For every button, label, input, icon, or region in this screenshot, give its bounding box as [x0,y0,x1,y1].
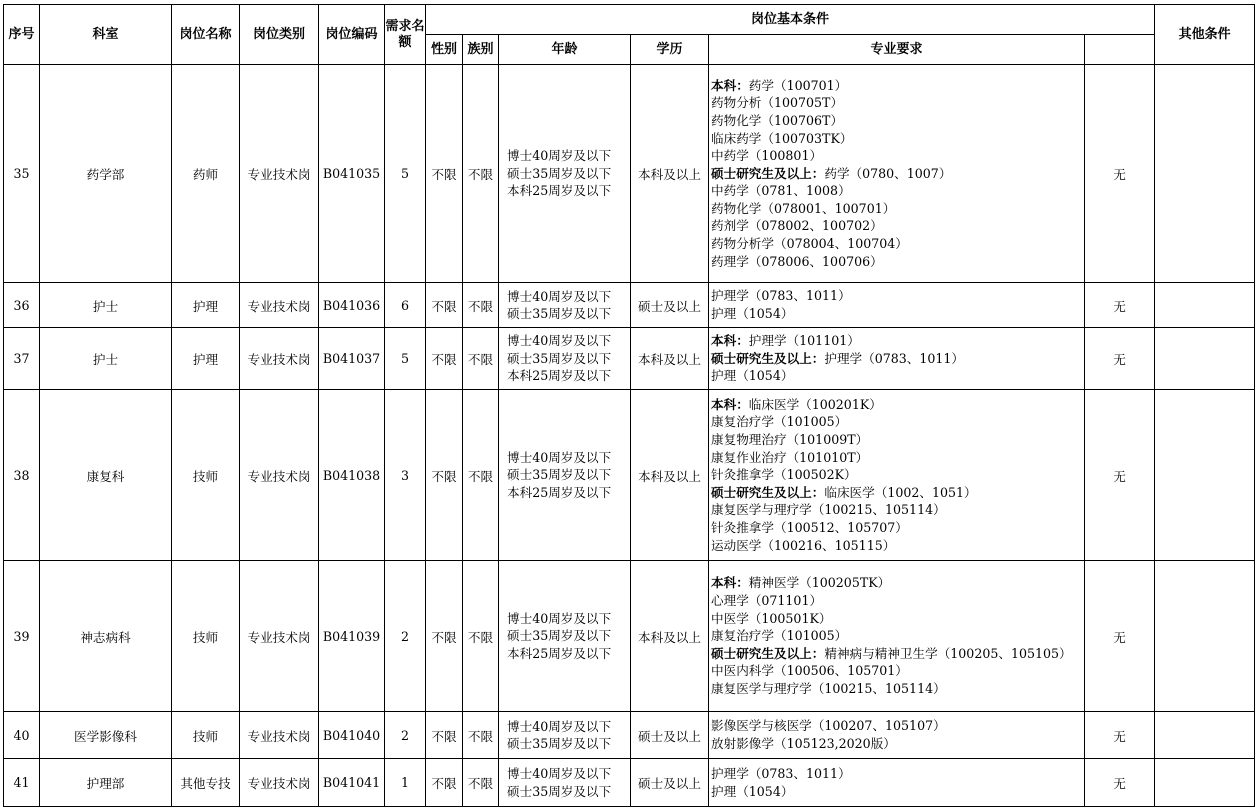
cell-education: 本科及以上 [631,561,709,712]
header-quota: 需求名额 [385,5,426,65]
major-line [711,112,1084,130]
cell-dept: 护士 [40,328,172,390]
cell-gender: 不限 [426,283,463,328]
major-text: 药物分析学（078004、100704） [711,236,908,252]
major-line [711,574,1084,592]
major-text: 心理学（071101） [711,593,823,609]
major-text: 药剂学（078002、100702） [711,218,883,234]
major-text: 康复治疗学（101005） [711,628,848,644]
cell-post-type: 专业技术岗 [240,561,319,712]
cell-post-type: 专业技术岗 [240,390,319,561]
cell-ethnicity: 不限 [463,390,499,561]
cell-age [499,390,631,561]
major-line [711,217,1084,235]
major-line [711,165,1084,183]
cell-quota: 2 [385,712,426,759]
age-line: 博士40周岁及以下 [507,288,612,304]
cell-quota: 3 [385,390,426,561]
major-line [711,501,1084,519]
cell-post-type: 专业技术岗 [240,759,319,807]
header-gender: 性别 [426,35,463,65]
major-line [711,367,1084,385]
age-line: 博士40周岁及以下 [507,333,612,349]
cell-quota: 5 [385,328,426,390]
cell-post-code: B041037 [319,328,385,390]
major-text: 康复作业治疗（101010T） [711,449,869,465]
cell-dept: 护士 [40,283,172,328]
major-text: 临床药学（100703TK） [711,130,853,146]
cell-major [709,283,1085,328]
cell-dept: 医学影像科 [40,712,172,759]
major-line [711,466,1084,484]
major-line [711,305,1084,323]
cell-other-conditions: 无 [1085,712,1155,759]
cell-education: 硕士及以上 [631,759,709,807]
cell-other-conditions: 无 [1085,390,1155,561]
cell-education: 本科及以上 [631,390,709,561]
major-text: 中药学（0781、1008） [711,183,851,199]
cell-seq: 40 [4,712,40,759]
major-line [711,253,1084,271]
major-text: 护理学（101101） [748,333,860,349]
age-line: 博士40周岁及以下 [507,449,612,465]
cell-ethnicity: 不限 [463,561,499,712]
major-text: 护理学（0783、1011） [711,288,851,304]
cell-notes [1155,328,1255,390]
cell-post-type: 专业技术岗 [240,328,319,390]
major-level-label: 硕士研究生及以上： [711,165,825,181]
cell-age [499,759,631,807]
major-text: 运动医学（100216、105115） [711,537,896,553]
header-post-name: 岗位名称 [172,5,240,65]
cell-ethnicity: 不限 [463,759,499,807]
cell-major [709,390,1085,561]
cell-age [499,328,631,390]
cell-education: 本科及以上 [631,65,709,283]
cell-age [499,65,631,283]
cell-dept: 药学部 [40,65,172,283]
major-line [711,130,1084,148]
major-line [711,783,1084,801]
major-line [711,431,1084,449]
major-line [711,94,1084,112]
cell-quota: 6 [385,283,426,328]
cell-education: 硕士及以上 [631,283,709,328]
cell-age [499,283,631,328]
major-level-label: 硕士研究生及以上： [711,484,825,500]
cell-education: 硕士及以上 [631,712,709,759]
age-line: 硕士35周岁及以下 [507,350,612,366]
cell-notes [1155,759,1255,807]
age-line: 硕士35周岁及以下 [507,783,612,799]
major-line [711,645,1084,663]
cell-seq: 39 [4,561,40,712]
cell-notes [1155,65,1255,283]
header-post-type: 岗位类别 [240,5,319,65]
major-text: 护理（1054） [711,368,794,384]
age-line: 博士40周岁及以下 [507,610,612,626]
age-line: 硕士35周岁及以下 [507,736,612,751]
major-level-label: 本科： [711,396,749,412]
cell-post-name: 技师 [172,712,240,759]
age-line: 本科25周岁及以下 [507,368,612,384]
age-line: 博士40周岁及以下 [507,718,612,734]
major-text: 影像医学与核医学（100207、105107） [711,718,946,734]
major-line [711,77,1084,95]
cell-post-code: B041040 [319,712,385,759]
cell-dept: 护理部 [40,759,172,807]
major-line [711,332,1084,350]
age-line: 硕士35周岁及以下 [507,306,612,321]
major-line [711,717,1084,735]
cell-ethnicity: 不限 [463,712,499,759]
cell-dept: 康复科 [40,390,172,561]
cell-post-code: B041035 [319,65,385,283]
header-basic-conditions: 岗位基本条件 [426,5,1155,35]
major-text: 康复治疗学（101005） [711,414,848,430]
cell-gender: 不限 [426,759,463,807]
cell-quota: 2 [385,561,426,712]
major-line [711,235,1084,253]
cell-dept: 神志病科 [40,561,172,712]
cell-post-code: B041039 [319,561,385,712]
cell-ethnicity: 不限 [463,283,499,328]
cell-post-type: 专业技术岗 [240,712,319,759]
cell-post-name: 其他专技 [172,759,240,807]
cell-major [709,328,1085,390]
major-line [711,537,1084,555]
cell-age [499,712,631,759]
cell-major [709,759,1085,807]
cell-ethnicity: 不限 [463,65,499,283]
cell-seq: 35 [4,65,40,283]
cell-gender: 不限 [426,712,463,759]
age-line: 硕士35周岁及以下 [507,165,612,181]
major-text: 康复医学与理疗学（100215、105114） [711,680,946,696]
cell-other-conditions: 无 [1085,65,1155,283]
major-line [711,182,1084,200]
cell-other-conditions: 无 [1085,328,1155,390]
major-text: 临床医学（1002、1051） [824,484,977,500]
major-line [711,147,1084,165]
major-line [711,396,1084,414]
cell-gender: 不限 [426,328,463,390]
age-line: 本科25周岁及以下 [507,645,612,661]
major-text: 针灸推拿学（100512、105707） [711,519,908,535]
major-text: 药学（0780、1007） [824,165,952,181]
header-major: 专业要求 [709,35,1085,65]
cell-post-code: B041041 [319,759,385,807]
cell-other-conditions: 无 [1085,561,1155,712]
major-line [711,413,1084,431]
cell-quota: 1 [385,759,426,807]
cell-major [709,712,1085,759]
age-line: 本科25周岁及以下 [507,484,612,500]
cell-gender: 不限 [426,561,463,712]
major-level-label: 本科： [711,575,749,591]
cell-post-name: 技师 [172,561,240,712]
header-post-code: 岗位编码 [319,5,385,65]
major-text: 药物化学（078001、100701） [711,200,896,216]
major-text: 精神病与精神卫生学（100205、105105） [824,645,1072,661]
major-text: 药学（100701） [748,77,848,93]
major-text: 药物化学（100706T） [711,112,844,128]
major-level-label: 本科： [711,333,749,349]
cell-education: 本科及以上 [631,328,709,390]
cell-post-type: 专业技术岗 [240,283,319,328]
cell-seq: 38 [4,390,40,561]
cell-seq: 36 [4,283,40,328]
major-text: 护理（1054） [711,306,794,321]
cell-age [499,561,631,712]
cell-post-code: B041036 [319,283,385,328]
major-line [711,610,1084,628]
major-line [711,519,1084,537]
header-age: 年龄 [499,35,631,65]
cell-quota: 5 [385,65,426,283]
table-row [4,712,1255,759]
major-text: 药物分析（100705T） [711,95,844,111]
age-line: 硕士35周岁及以下 [507,467,612,483]
major-text: 康复物理治疗（101009T） [711,432,869,448]
age-line: 本科25周岁及以下 [507,183,612,199]
major-text: 康复医学与理疗学（100215、105114） [711,502,946,518]
major-line [711,350,1084,368]
table-row [4,65,1255,283]
major-text: 药理学（078006、100706） [711,253,883,269]
table-row [4,390,1255,561]
cell-seq: 37 [4,328,40,390]
table-row [4,759,1255,807]
major-line [711,484,1084,502]
major-text: 中药学（100801） [711,148,823,164]
major-text: 放射影像学（105123,2020版） [711,736,896,751]
major-level-label: 硕士研究生及以上： [711,350,825,366]
major-level-label: 本科： [711,77,749,93]
header-seq: 序号 [4,5,40,65]
major-text: 针灸推拿学（100502K） [711,467,857,483]
major-line [711,680,1084,698]
table-row [4,561,1255,712]
major-line [711,662,1084,680]
cell-post-name: 药师 [172,65,240,283]
major-text: 护理学（0783、1011） [711,765,851,781]
cell-post-type: 专业技术岗 [240,65,319,283]
major-text: 护理学（0783、1011） [824,350,965,366]
cell-post-name: 护理 [172,283,240,328]
major-line [711,449,1084,467]
major-line [711,627,1084,645]
header-other-conditions: 其他条件 [1155,5,1255,65]
cell-seq: 41 [4,759,40,807]
header-dept: 科室 [40,5,172,65]
major-line [711,200,1084,218]
major-text: 护理（1054） [711,783,794,799]
cell-gender: 不限 [426,65,463,283]
cell-notes [1155,561,1255,712]
age-line: 硕士35周岁及以下 [507,628,612,644]
cell-ethnicity: 不限 [463,328,499,390]
major-text: 中医学（100501K） [711,610,832,626]
age-line: 博士40周岁及以下 [507,148,612,164]
recruitment-table [3,4,1255,807]
major-level-label: 硕士研究生及以上： [711,645,825,661]
major-line [711,765,1084,783]
major-text: 精神医学（100205TK） [748,575,891,591]
table-body [4,65,1255,807]
cell-notes [1155,283,1255,328]
cell-major [709,561,1085,712]
age-line: 博士40周岁及以下 [507,766,612,781]
major-text: 临床医学（100201K） [748,396,882,412]
cell-post-name: 技师 [172,390,240,561]
cell-gender: 不限 [426,390,463,561]
major-text: 中医内科学（100506、105701） [711,663,908,679]
table-row [4,328,1255,390]
header-education: 学历 [631,35,709,65]
header-ethnicity: 族别 [463,35,499,65]
major-line [711,592,1084,610]
cell-other-conditions: 无 [1085,759,1155,807]
cell-post-name: 护理 [172,328,240,390]
cell-major [709,65,1085,283]
cell-notes [1155,390,1255,561]
cell-post-code: B041038 [319,390,385,561]
major-line [711,735,1084,753]
cell-other-conditions: 无 [1085,283,1155,328]
table-row [4,283,1255,328]
cell-notes [1155,712,1255,759]
major-line [711,287,1084,305]
